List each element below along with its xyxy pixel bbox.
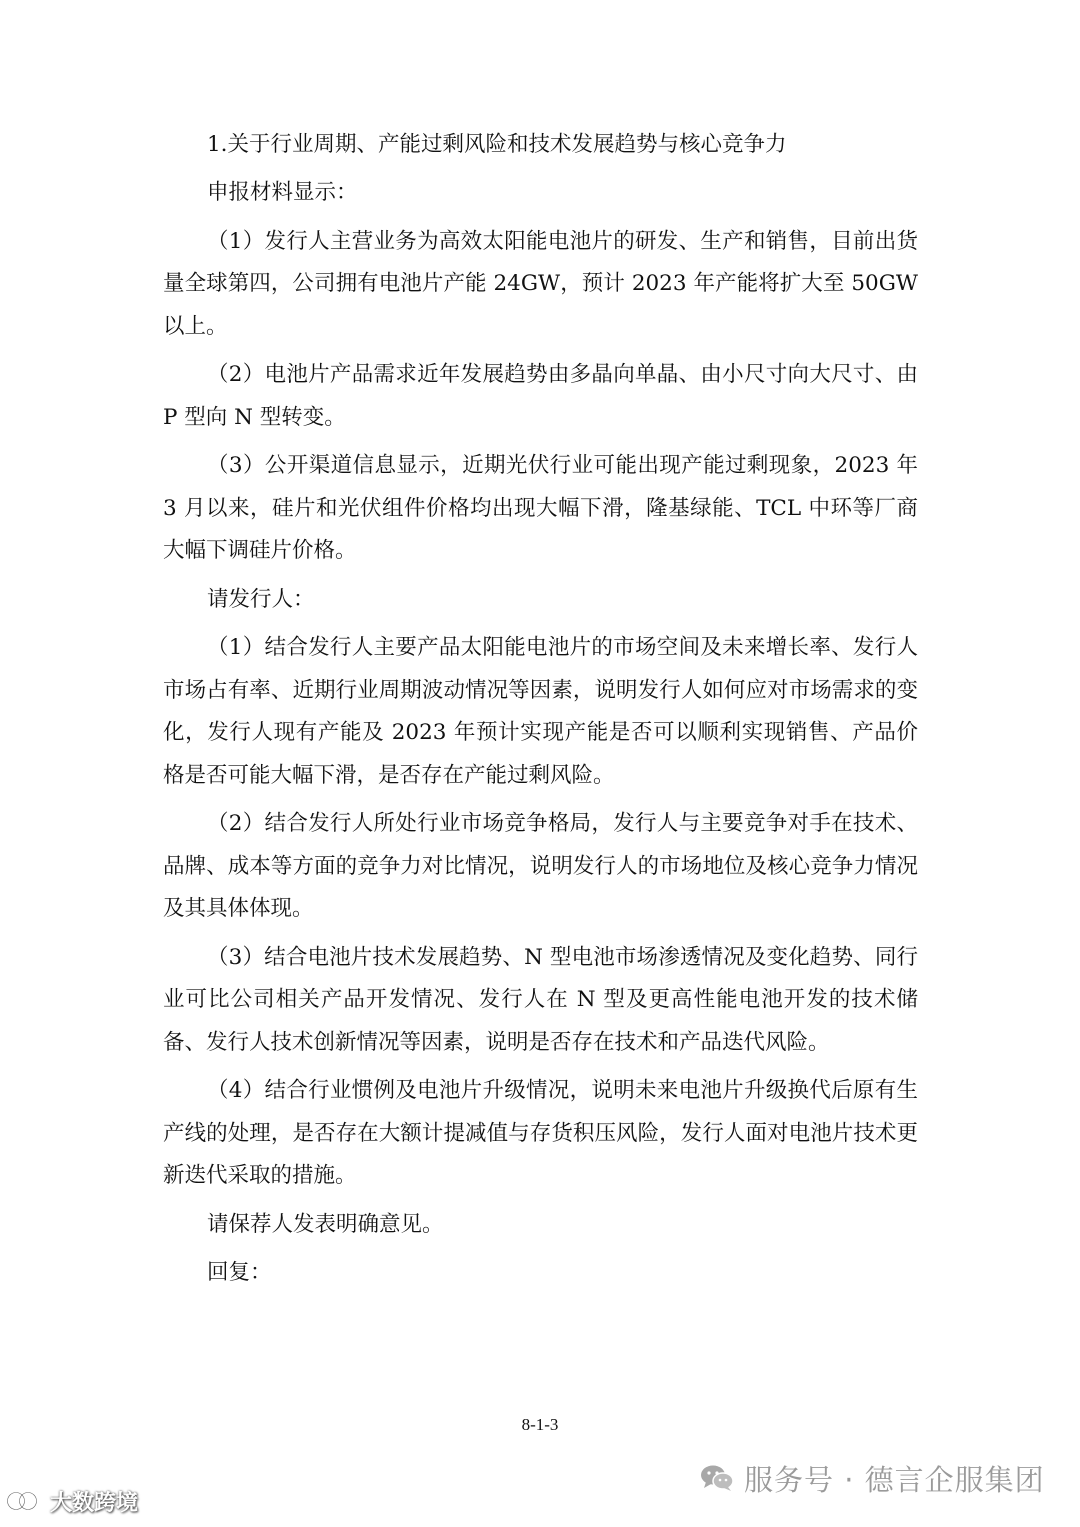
brand-watermark xyxy=(6,1486,138,1516)
paragraph-item-1: （1）发行人主营业务为高效太阳能电池片的研发、生产和销售，目前出货量全球第四，公司拥有电池片产能 24GW，预计 2023 年产能将扩大至 50GW 以上。 xyxy=(163,228,918,339)
service-account-watermark xyxy=(700,1458,1045,1498)
paragraph-item-2: （2）电池片产品需求近年发展趋势由多晶向单晶、由小尺寸向大尺寸、由 P 型向 N 型转变。 xyxy=(163,362,918,430)
wechat-icon xyxy=(700,1464,734,1492)
paragraph-request: 请发行人： xyxy=(207,586,315,612)
paragraph-question-3: （3）结合电池片技术发展趋势、N 型电池市场渗透情况及变化趋势、同行业可比公司相关产品开发情况、发行人在 N 型及更高性能电池开发的技术储备、发行人技术创新情况等因素，说明是否存在技术和产品迭代风险。 xyxy=(163,944,918,1055)
paragraph-item-3: （3）公开渠道信息显示，近期光伏行业可能出现产能过剩现象，2023 年 3 月以来，硅片和光伏组件价格均出现大幅下滑，隆基绿能、TCL 中环等厂商大幅下调硅片价格。 xyxy=(163,453,918,563)
brand-watermark-text: 大数跨境 xyxy=(50,1490,139,1516)
paragraph-question-2: （2）结合发行人所处行业市场竞争格局，发行人与主要竞争对手在技术、品牌、成本等方面的竞争力对比情况，说明发行人的市场地位及核心竞争力情况及其具体体现。 xyxy=(163,811,918,921)
document-body xyxy=(163,124,918,1301)
service-account-text: 服务号 · 德言企服集团 xyxy=(744,1462,1045,1497)
paragraph-question-4: （4）结合行业惯例及电池片升级情况，说明未来电池片升级换代后原有生产线的处理，是否存在大额计提减值与存货积压风险，发行人面对电池片技术更新迭代采取的措施。 xyxy=(163,1078,918,1188)
paragraph-intro: 申报材料显示： xyxy=(207,180,358,205)
paragraph-sponsor-opinion: 请保荐人发表明确意见。 xyxy=(207,1211,444,1237)
paragraph-reply: 回复： xyxy=(207,1260,272,1285)
section-heading: 1.关于行业周期、产能过剩风险和技术发展趋势与核心竞争力 xyxy=(207,132,787,157)
paragraph-question-1: （1）结合发行人主要产品太阳能电池片的市场空间及未来增长率、发行人市场占有率、近期行业周期波动情况等因素，说明发行人如何应对市场需求的变化，发行人现有产能及 2023 年预计实现产能是否可以顺利实现销售、产品价格是否可能大幅下滑，是否存在产能过剩风险。 xyxy=(163,635,918,788)
page-number: 8-1-3 xyxy=(521,1415,559,1434)
logo-icon xyxy=(6,1489,48,1513)
